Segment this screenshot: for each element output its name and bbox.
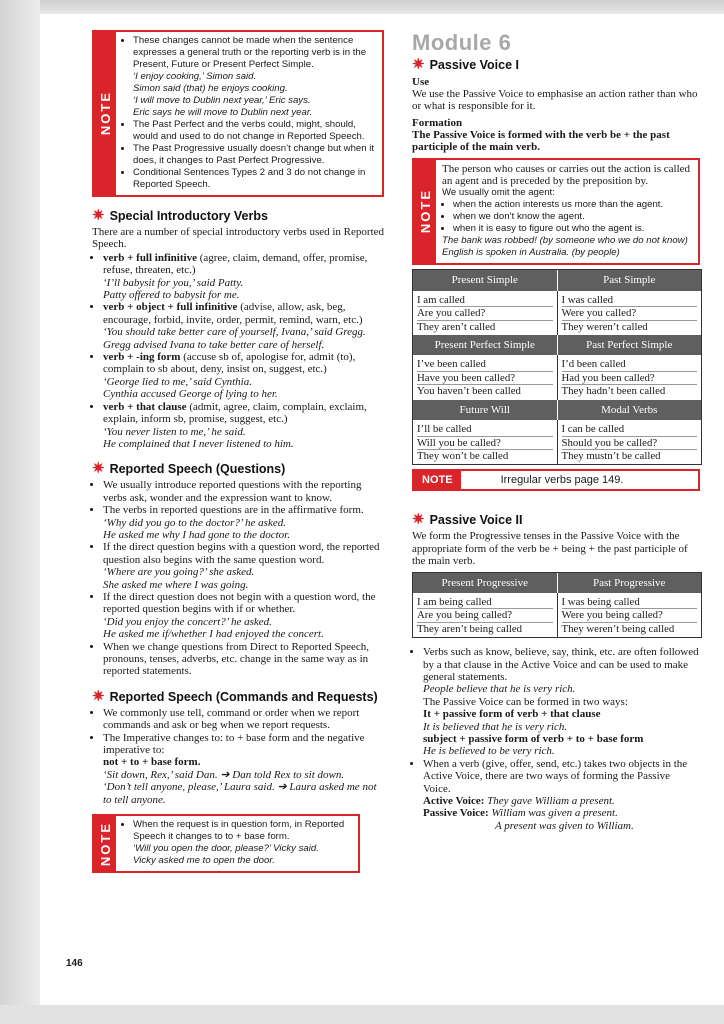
use-label: Use xyxy=(412,76,430,88)
note-box-agent xyxy=(412,158,700,266)
note-tab: NOTE xyxy=(414,160,436,264)
note-box-requests xyxy=(92,814,360,873)
formation-text: The Passive Voice is formed with the verb be + the past participle of the main verb. xyxy=(412,128,670,154)
list-item: • We commonly use tell, command or order when we report commands and ask or beg when we report requests. xyxy=(103,707,384,732)
section-heading-passive-2: ✷ Passive Voice II xyxy=(412,511,523,529)
table-cell: I’ve been called Have you been called? You haven’t been called xyxy=(413,355,558,399)
list-item: • Verbs such as know, believe, say, think, etc. are often followed by a that clause in the Active Voice and can be used to make general statements. People believe that he is very rich. The Passive Voice can be formed in two ways: It + passive form of verb + that clause It is believed that he is very rich. subject + passive form of verb + to + base form He is believed to be very rich. xyxy=(423,646,700,758)
section-heading-passive-1: ✷ Passive Voice I xyxy=(412,56,519,73)
table-cell: I am being called Are you being called? They aren’t being called xyxy=(413,593,558,637)
list-item: • The verbs in reported questions are in the affirmative form. ‘Why did you go to the doctor?’ he asked. He asked me why I had gone to the doctor. xyxy=(103,504,384,541)
table-header: Present Perfect Simple xyxy=(413,335,558,355)
list-item: • When a verb (give, offer, send, etc.) takes two objects in the Active Voice, there are two ways of forming the Passive Voice. Active Voice: They gave William a present. Passive Voice: William was given a present. A present was given to William. xyxy=(423,758,700,832)
note-tab: NOTE xyxy=(94,816,116,871)
list-item: • verb + that clause (admit, agree, claim, complain, exclaim, explain, inform sb, promise, suggest, etc.) ‘You never listen to me,’ he said. He complained that I never listened to him. xyxy=(103,401,384,451)
section-heading-commands: ✷ Reported Speech (Commands and Requests) xyxy=(92,687,378,705)
table-header: Modal Verbs xyxy=(558,400,702,420)
list-item: • verb + -ing form (accuse sb of, apologise for, admit (to), complain to sb about, deny, insist on, suggest, etc.) ‘George lied to me,’ said Cynthia. Cynthia accused George of lying to her. xyxy=(103,351,384,401)
note-text: Irregular verbs page 149. xyxy=(500,474,624,487)
note-item: • when we don’t know the agent. xyxy=(453,211,692,223)
left-column xyxy=(92,30,384,873)
special-verbs-list xyxy=(92,252,384,451)
note-irregular-verbs xyxy=(412,469,700,491)
agent-text: The person who causes or carries out the action is called an agent and is preceded by the preposition by. xyxy=(442,162,691,188)
commands-list xyxy=(92,707,384,806)
page-number: 146 xyxy=(66,958,83,969)
list-item: • When we change questions from Direct to Reported Speech, pronouns, tenses, adverbs, etc. change in the same way as in reported statements. xyxy=(103,641,384,678)
note-item: • The Past Perfect and the verbs could, might, should, would and used to do not change in Reported Speech. xyxy=(133,119,376,143)
note-label: NOTE xyxy=(414,471,461,489)
table-header: Present Simple xyxy=(413,270,558,290)
section-heading-special-verbs: ✷ Special Introductory Verbs xyxy=(92,207,268,224)
star-icon: ✷ xyxy=(412,511,425,529)
section-heading-questions: ✷ Reported Speech (Questions) xyxy=(92,460,286,478)
list-item: • verb + object + full infinitive (advise, allow, ask, beg, encourage, forbid, invite, order, permit, remind, warn, etc.) ‘You should take better care of yourself, Ivana,’ said Gregg. Gregg advised Ivana to take better care of herself. xyxy=(103,301,384,351)
note-item: • The Past Progressive usually doesn’t change but when it does, it changes to Past Perfect Progressive. xyxy=(133,143,376,167)
list-item: • We usually introduce reported questions with the reporting verbs ask, wonder and the expression want to know. xyxy=(103,479,384,504)
star-icon: ✷ xyxy=(92,460,105,478)
note-item: • Conditional Sentences Types 2 and 3 do not change in Reported Speech. xyxy=(133,167,376,191)
table-header: Past Progressive xyxy=(558,573,702,593)
list-item: • verb + full infinitive (agree, claim, demand, offer, promise, refuse, threaten, etc.) ‘I’ll babysit for you,’ said Patty. Patty offered to babysit for me. xyxy=(103,252,384,302)
omit-intro: We usually omit the agent: xyxy=(442,187,555,199)
star-icon: ✷ xyxy=(92,207,105,224)
note-tab: NOTE xyxy=(94,32,116,195)
passive-tense-table xyxy=(412,269,702,465)
table-cell: I can be called Should you be called? They mustn’t be called xyxy=(558,420,702,464)
table-cell: I’d been called Had you been called? They hadn’t been called xyxy=(558,355,702,399)
note-item: • when the action interests us more than the agent. xyxy=(453,199,692,211)
formation-label: Formation xyxy=(412,116,463,129)
questions-list xyxy=(92,479,384,678)
table-cell: I’ll be called Will you be called? They won’t be called xyxy=(413,420,558,464)
use-text: We use the Passive Voice to emphasise an action rather than who or what is responsible for it. xyxy=(412,88,698,113)
note-item: • When the request is in question form, in Reported Speech it changes to to + base form. ‘Will you open the door, please?’ Vicky said. Vicky asked me to open the door. xyxy=(133,819,352,867)
page-left-edge xyxy=(0,0,40,1024)
note-item: • These changes cannot be made when the sentence expresses a general truth or the reporting verb is in the Present, Future or Present Perfect Simple. ‘I enjoy cooking,’ Simon said. Simon said (that) he enjoys cooking. ‘I will move to Dublin next year,’ Eric says. Eric says he will move to Dublin next year. xyxy=(133,35,376,119)
star-icon: ✷ xyxy=(412,56,425,73)
list-item: • The Imperative changes to: to + base form and the negative imperative to: not + to + base form. ‘Sit down, Rex,’ said Dan. ➔ Dan told Rex to sit down. ‘Don’t tell anyone, please,’ Laura said. ➔ Laura asked me not to tell anyone. xyxy=(103,732,384,806)
pv2-intro: We form the Progressive tenses in the Passive Voice with the appropriate form of the verb be + being + the past participle of the main verb. xyxy=(412,530,688,568)
special-intro: There are a number of special introductory verbs used in Reported Speech. xyxy=(92,226,385,251)
table-header: Past Simple xyxy=(558,270,702,290)
table-header: Present Progressive xyxy=(413,573,558,593)
table-cell: I was being called Were you being called? They weren’t being called xyxy=(558,593,702,637)
star-icon: ✷ xyxy=(92,687,105,705)
table-header: Past Perfect Simple xyxy=(558,335,702,355)
note-item: • when it is easy to figure out who the agent is. xyxy=(453,223,692,235)
note-example: English is spoken in Australia. (by people) xyxy=(442,247,620,259)
progressive-passive-table xyxy=(412,572,702,639)
table-header: Future Will xyxy=(413,400,558,420)
note-example: The bank was robbed! (by someone who we do not know) xyxy=(442,235,688,247)
note-box-reported-changes xyxy=(92,30,384,197)
pv2-list xyxy=(412,646,700,832)
page-top-edge xyxy=(0,0,724,14)
list-item: • If the direct question does not begin with a question word, the reported question begins with if or whether. ‘Did you enjoy the concert?’ he asked. He asked me if/whether I had enjoyed the concert. xyxy=(103,591,384,641)
page-bottom-edge xyxy=(0,1005,724,1024)
list-item: • If the direct question begins with a question word, the reported question also begins with the same question word. ‘Where are you going?’ she asked. She asked me where I was going. xyxy=(103,541,384,591)
module-title: Module 6 xyxy=(412,30,512,55)
table-cell: I was called Were you called? They weren’t called xyxy=(558,291,702,335)
right-column xyxy=(412,30,700,832)
table-cell: I am called Are you called? They aren’t called xyxy=(413,291,558,335)
